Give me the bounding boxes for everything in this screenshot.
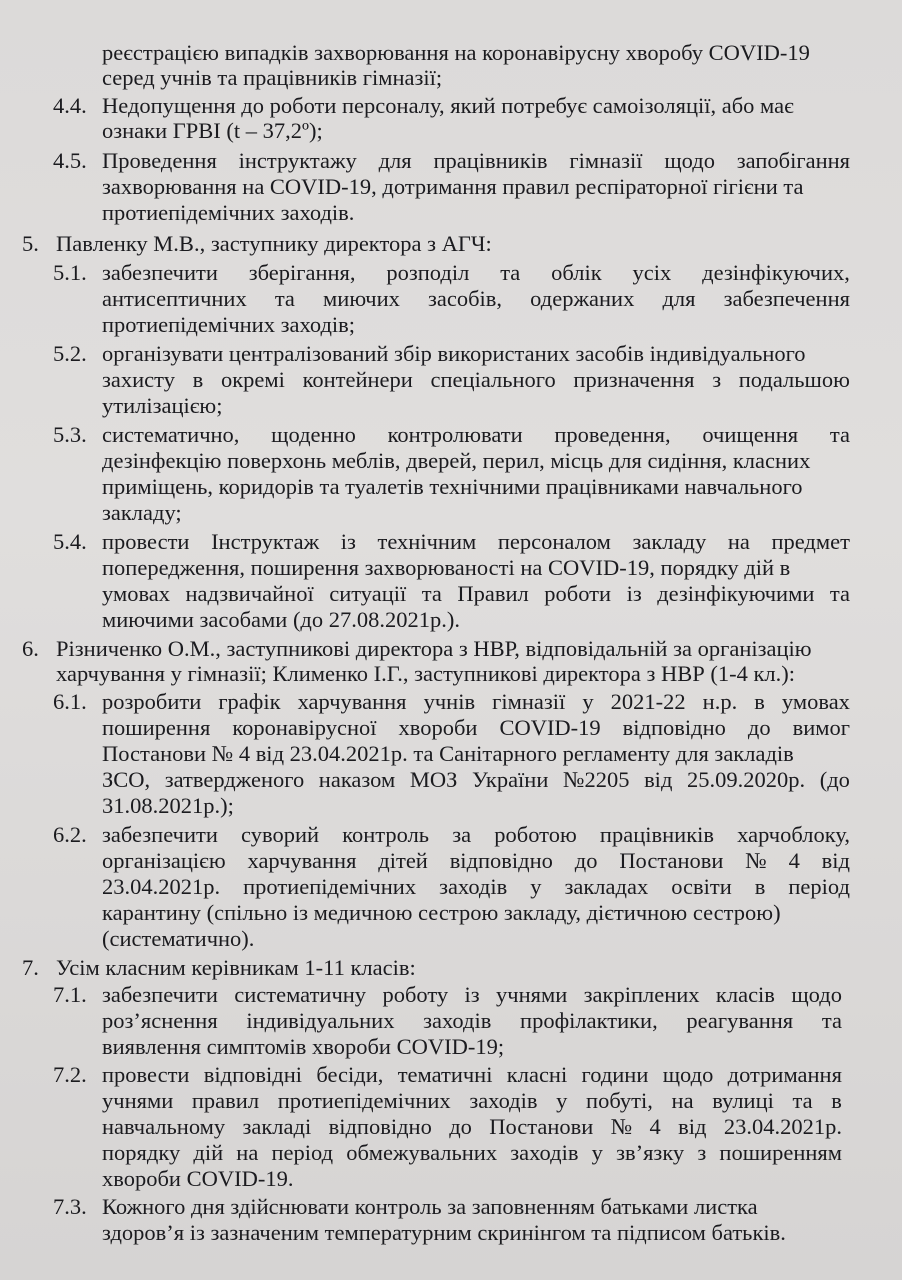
word: у [582,689,594,714]
word: відповідно [622,715,726,740]
word: протиепідемічних [243,874,417,899]
word: роз’яснення [102,1008,218,1033]
word: та [500,260,521,285]
word: та [792,1088,813,1113]
text-line: карантину (спільно із медичною сестрою закладу, дієтичною сестрою) [102,900,781,925]
text-line: організувати централізований збір використаних засобів індивідуального [102,341,806,366]
word: персоналом [497,529,611,554]
text-line [102,767,850,793]
item-number: 5.4. [53,529,87,554]
word: із [626,581,642,606]
text-line: приміщень, коридорів та туалетів технічними працівниками навчального [102,474,803,499]
text-line: 31.08.2021р.); [102,793,234,818]
word: 2021-22 [610,689,686,714]
word: у [530,874,542,899]
word: від [678,1114,707,1139]
word: працівників [433,148,548,173]
word: провести [102,1062,190,1087]
word: систематичну [234,982,367,1007]
word: дій [193,1140,224,1165]
word: дезінфікуючих, [702,260,850,285]
word: Постанови [489,1114,594,1139]
word: № [745,848,767,873]
word: предмет [771,529,850,554]
word: правил [191,1088,260,1113]
text-line [102,689,850,715]
word: надзвичайної [185,581,314,606]
word: забезпечити [102,822,218,847]
word: призначення [573,367,695,392]
section-heading: Усім класним керівникам 1-11 класів: [56,955,416,980]
word: учнів [423,689,476,714]
word: ситуації [329,581,407,606]
item-number: 6.1. [53,689,87,714]
word: 23.04.2021р. [723,1114,842,1139]
text-line: захворювання на COVID-19, дотримання правил респіраторної гігієни та [102,174,804,199]
word: до [449,1114,472,1139]
word: до [747,715,771,740]
word: відповідно [328,1114,432,1139]
word: класів [715,982,775,1007]
text-line [102,286,850,312]
word: із [340,529,356,554]
text-line: утилізацією; [102,393,223,418]
text-line [102,982,842,1008]
section-heading: Різниченко О.М., заступникові директора з НВР, відповідальній за організацію [56,636,812,661]
text-line [102,1062,842,1088]
section-number: 6. [22,636,39,661]
word: роботу [382,982,449,1007]
word: у [556,1088,568,1113]
word: заходів [423,1008,492,1033]
text-line [102,848,850,874]
word: одержаних [530,286,635,311]
word: України [471,767,549,792]
item-number: 7.2. [53,1062,87,1087]
word: очищення [702,422,799,447]
word: на [236,1140,259,1165]
word: з [697,1140,707,1165]
word: облік [551,260,602,285]
word: харчування [297,689,407,714]
word: в [754,874,766,899]
word: дітей [378,848,428,873]
word: із [464,982,480,1007]
word: учнями [496,982,568,1007]
word: роботою [494,822,577,847]
text-line [102,422,850,448]
word: хвороби [398,715,478,740]
word: період [788,874,850,899]
word: дезінфікуючими [657,581,815,606]
word: побуті, [586,1088,653,1113]
word: закладах [564,874,649,899]
word: в [754,689,765,714]
word: навчальному [102,1114,226,1139]
word: Правил [457,581,529,606]
word: подальшою [738,367,850,392]
word: у [591,1140,603,1165]
word: контейнери [302,367,413,392]
text-line: серед учнів та працівників гімназії; [102,65,443,90]
word: запобігання [736,148,850,173]
word: та [829,581,850,606]
text-line: Недопущення до роботи персоналу, який потребує самоізоляції, або має [102,93,794,118]
word: від [644,767,673,792]
word: та [829,422,850,447]
text-line [102,715,850,741]
word: для [378,148,412,173]
word: харчоблоку, [737,822,850,847]
word: та [821,1008,842,1033]
word: класні [506,1062,568,1087]
text-line [102,1114,842,1140]
text-line: закладу; [102,500,182,525]
item-number: 4.4. [53,93,87,118]
word: засобів, [428,286,503,311]
word: щодо [791,982,842,1007]
word: провести [102,529,190,554]
item-number: 4.5. [53,148,87,173]
text-line: виявлення симптомів хвороби COVID-19; [102,1034,505,1059]
word: усіх [632,260,672,285]
word: щодо [662,1062,714,1087]
word: Проведення [102,148,217,173]
word: та [421,581,442,606]
word: контролювати [387,422,523,447]
text-line: (систематично). [102,926,255,951]
text-line [102,822,850,848]
word: харчування [247,848,357,873]
word: коронавірусної [232,715,377,740]
word: антисептичних [102,286,247,311]
item-number: 5.2. [53,341,87,366]
item-number: 7.3. [53,1194,87,1219]
word: обмежувальних [346,1140,498,1165]
section-heading: харчування у гімназії; Клименко І.Г., заступникові директора з НВР (1-4 кл.): [56,661,795,686]
word: реагування [686,1008,794,1033]
text-line: хвороби COVID-19. [102,1166,294,1191]
word: організацією [102,848,226,873]
word: закріплених [583,982,700,1007]
text-line: ознаки ГРВІ (t – 37,2º); [102,118,323,143]
word: відповідні [203,1062,302,1087]
word: тематичні [397,1062,493,1087]
word: 23.04.2021р. [102,874,221,899]
word: закладі [242,1114,312,1139]
word: від [821,848,850,873]
word: COVID-19 [499,715,601,740]
word: профілактики, [520,1008,658,1033]
word: вулиці [712,1088,774,1113]
word: працівників [599,822,715,847]
word: миючих [323,286,400,311]
text-line: попередження, поширення захворюваності на COVID-19, порядку дій в [102,555,791,580]
item-number: 7.1. [53,982,87,1007]
section-number: 7. [22,955,39,980]
word: 25.09.2020р. [686,767,806,792]
word: № [610,1114,633,1139]
text-line [102,1008,842,1034]
word: відповідно [449,848,553,873]
word: за [452,822,472,847]
word: бесіди, [316,1062,384,1087]
word: 4 [788,848,800,873]
word: гімназії [492,689,566,714]
text-line [102,148,850,174]
text-line [102,367,850,393]
word: освіти [671,874,732,899]
word: поширенням [719,1140,842,1165]
word: роботи [544,581,612,606]
text-line [102,260,850,286]
word: та [274,286,295,311]
word: до [574,848,598,873]
word: гімназії [569,148,643,173]
word: вимог [792,715,850,740]
word: затвердженого [164,767,305,792]
word: з [712,367,722,392]
word: розробити [102,689,202,714]
word: зберігання, [248,260,356,285]
word: МОЗ [409,767,458,792]
text-line: протиепідемічних заходів. [102,200,355,225]
word: забезпечити [102,260,218,285]
word: забезпечити [102,982,218,1007]
word: умовах [102,581,171,606]
text-line: миючими засобами (до 27.08.2021р.). [102,607,461,632]
word: дотримання [727,1062,842,1087]
word: суворий [241,822,320,847]
word: щодо [664,148,715,173]
word: систематично, [102,422,240,447]
word: графік [218,689,281,714]
word: поширення [102,715,211,740]
item-number: 5.1. [53,260,87,285]
word: технічним [377,529,477,554]
word: заходів [510,1140,579,1165]
section-heading: Павленку М.В., заступнику директора з АГЧ: [56,231,492,256]
word: на [727,529,750,554]
item-number: 5.3. [53,422,87,447]
word: індивідуальних [246,1008,395,1033]
word: заходів [469,1088,538,1113]
word: на [671,1088,694,1113]
word: контроль [342,822,430,847]
text-line [102,874,850,900]
text-line: дезінфекцію поверхонь меблів, дверей, перил, місць для сидіння, класних [102,448,811,473]
section-number: 5. [22,231,39,256]
text-line [102,1140,842,1166]
word: умовах [781,689,850,714]
word: зв’язку [616,1140,685,1165]
word: проведення, [554,422,671,447]
word: в [831,1088,842,1113]
item-number: 6.2. [53,822,87,847]
word: 4 [649,1114,661,1139]
word: учнями [102,1088,174,1113]
word: закладу [632,529,707,554]
word: період [271,1140,334,1165]
word: порядку [102,1140,181,1165]
word: ЗСО, [102,767,151,792]
word: заходів [439,874,508,899]
word: інструктажу [238,148,357,173]
word: для [662,286,696,311]
word: в [192,367,204,392]
word: щоденно [271,422,356,447]
word: Постанови [619,848,724,873]
text-line: Кожного дня здійснювати контроль за заповненням батьками листка [102,1194,758,1219]
text-line: здоров’я із зазначеним температурним скринінгом та підписом батьків. [102,1220,786,1245]
word: н.р. [702,689,738,714]
word: окремі [220,367,285,392]
word: №2205 [563,767,630,792]
word: розподіл [386,260,470,285]
word: (до [819,767,850,792]
word: захисту [102,367,175,392]
text-line: Постанови № 4 від 23.04.2021р. та Санітарного регламенту для закладів [102,741,794,766]
word: наказом [318,767,396,792]
word: спеціального [430,367,556,392]
word: Інструктаж [211,529,320,554]
text-line [102,529,850,555]
word: протиепідемічних [277,1088,451,1113]
word: години [581,1062,649,1087]
text-line [102,581,850,607]
text-line: реєстрацією випадків захворювання на коронавірусну хворобу COVID-19 [102,40,810,65]
word: забезпечення [723,286,850,311]
text-line: протиепідемічних заходів; [102,312,356,337]
text-line [102,1088,842,1114]
